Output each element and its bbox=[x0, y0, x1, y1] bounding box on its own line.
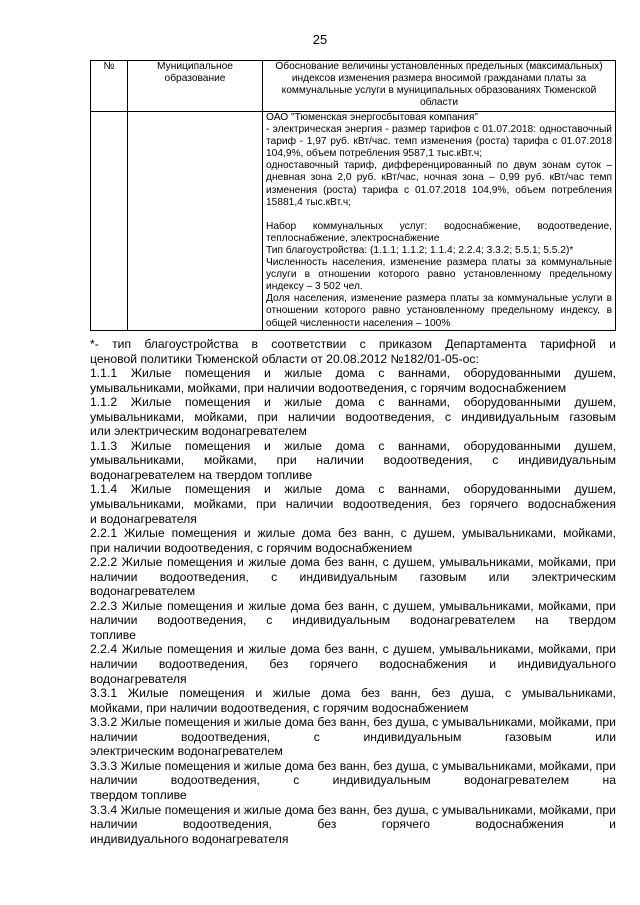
improvement-type-text: Тип благоустройства: (1.1.1; 1.1.2; 1.1.4; 2.2.4; 3.3.2; 5.5.1; 5.5.2)* bbox=[266, 244, 574, 256]
header-municipality: Муниципальное образование bbox=[128, 61, 263, 112]
list-item: 1.1.4 Жилые помещения и жилые дома с ваннами, оборудованными душем, умывальниками, мойками, при наличии водоотведения, без горячего водоснабжения и водонагревателя bbox=[90, 482, 616, 526]
list-item: 2.2.4 Жилые помещения и жилые дома без ванн, с душем, умывальниками, мойками, при наличии водоотведения, без горячего водоснабжения и индивидуального водонагревателя bbox=[90, 642, 616, 686]
cell-number bbox=[91, 112, 128, 331]
electricity-tariff-text: - электрическая энергия - размер тарифов с 01.07.2018: одноставочный тариф - 1,97 руб. кВт/час. темп изменения (роста) тарифа с 01.07.2018 104,9%, объем потребления 9587,1 тыс.кВт.ч; bbox=[266, 124, 612, 160]
list-item: 2.2.2 Жилые помещения и жилые дома без ванн, с душем, умывальниками, мойками, при наличии водоотведения, с индивидуальным газовым или электрическим водонагревателем bbox=[90, 555, 616, 599]
population-share-text: Доля населения, изменение размера платы за коммунальные услуги в отношении которого равно установленному предельному индексу, в общей численности населения – 100% bbox=[266, 293, 612, 329]
header-number: № bbox=[91, 61, 128, 112]
services-set-text: Набор коммунальных услуг: водоснабжение, водоотведение, теплоснабжение, электроснабжение bbox=[266, 220, 612, 244]
list-item: 2.2.1 Жилые помещения и жилые дома без ванн, с душем, умывальниками, мойками, при наличии водоотведения, с горячим водоснабжением bbox=[90, 526, 616, 555]
list-item: 1.1.3 Жилые помещения и жилые дома с ваннами, оборудованными душем, умывальниками, мойками, при наличии водоотведения, с индивидуальным водонагревателем на твердом топливе bbox=[90, 438, 616, 482]
list-item: 1.1.1 Жилые помещения и жилые дома с ваннами, оборудованными душем, умывальниками, мойками, при наличии водоотведения, с горячим водоснабжением bbox=[90, 366, 616, 395]
footnote-intro: *- тип благоустройства в соответствии с приказом Департамента тарифной и ценовой политики Тюменской области от 20.08.2012 №182/01-05-ос: bbox=[90, 337, 616, 366]
table-row bbox=[91, 112, 616, 331]
table-header-row bbox=[91, 61, 616, 112]
list-item: 2.2.3 Жилые помещения и жилые дома без ванн, с душем, умывальниками, мойками, при наличии водоотведения, с индивидуальным водонагревателем на твердом топливе bbox=[90, 598, 616, 642]
tariff-table bbox=[90, 60, 616, 331]
list-item: 1.1.2 Жилые помещения и жилые дома с ваннами, оборудованными душем, умывальниками, мойками, при наличии водоотведения, с индивидуальным газовым или электрическим водонагревателем bbox=[90, 395, 616, 439]
footnotes bbox=[90, 337, 616, 846]
list-item: 3.3.1 Жилые помещения и жилые дома без ванн, без душа, с умывальниками, мойками, при наличии водоотведения, с горячим водоснабжением bbox=[90, 686, 616, 715]
company-name: ОАО "Тюменская энергосбытовая компания" bbox=[266, 112, 478, 123]
cell-justification bbox=[263, 112, 616, 331]
cell-municipality bbox=[128, 112, 263, 331]
list-item: 3.3.4 Жилые помещения и жилые дома без ванн, без душа, с умывальниками, мойками, при наличии водоотведения, без горячего водоснабжения и индивидуального водонагревателя bbox=[90, 802, 616, 846]
header-justification: Обоснование величины установленных предельных (максимальных) индексов изменения размера вносимой гражданами платы за коммунальные услуги в муниципальных образованиях Тюменской области bbox=[263, 61, 616, 112]
list-item: 3.3.2 Жилые помещения и жилые дома без ванн, без душа, с умывальниками, мойками, при наличии водоотведения, с индивидуальным газовым или электрическим водонагревателем bbox=[90, 715, 616, 759]
two-zone-tariff-text: одноставочный тариф, дифференцированный по двум зонам суток – дневная зона 2,0 руб. кВт/час, ночная зона – 0,99 руб. кВт/час темп изменения (роста) тарифа с 01.07.2018 104,9%, объем потребления 15881,4 тыс.кВт.ч; bbox=[266, 160, 612, 208]
list-item: 3.3.3 Жилые помещения и жилые дома без ванн, без душа, с умывальниками, мойками, при наличии водоотведения, с индивидуальным водонагревателем на твердом топливе bbox=[90, 758, 616, 802]
page-number: 25 bbox=[312, 32, 328, 47]
population-count-text: Численность населения, изменение размера платы за коммунальные услуги в отношении которого равно установленному предельному индексу – 3 502 чел. bbox=[266, 257, 612, 293]
